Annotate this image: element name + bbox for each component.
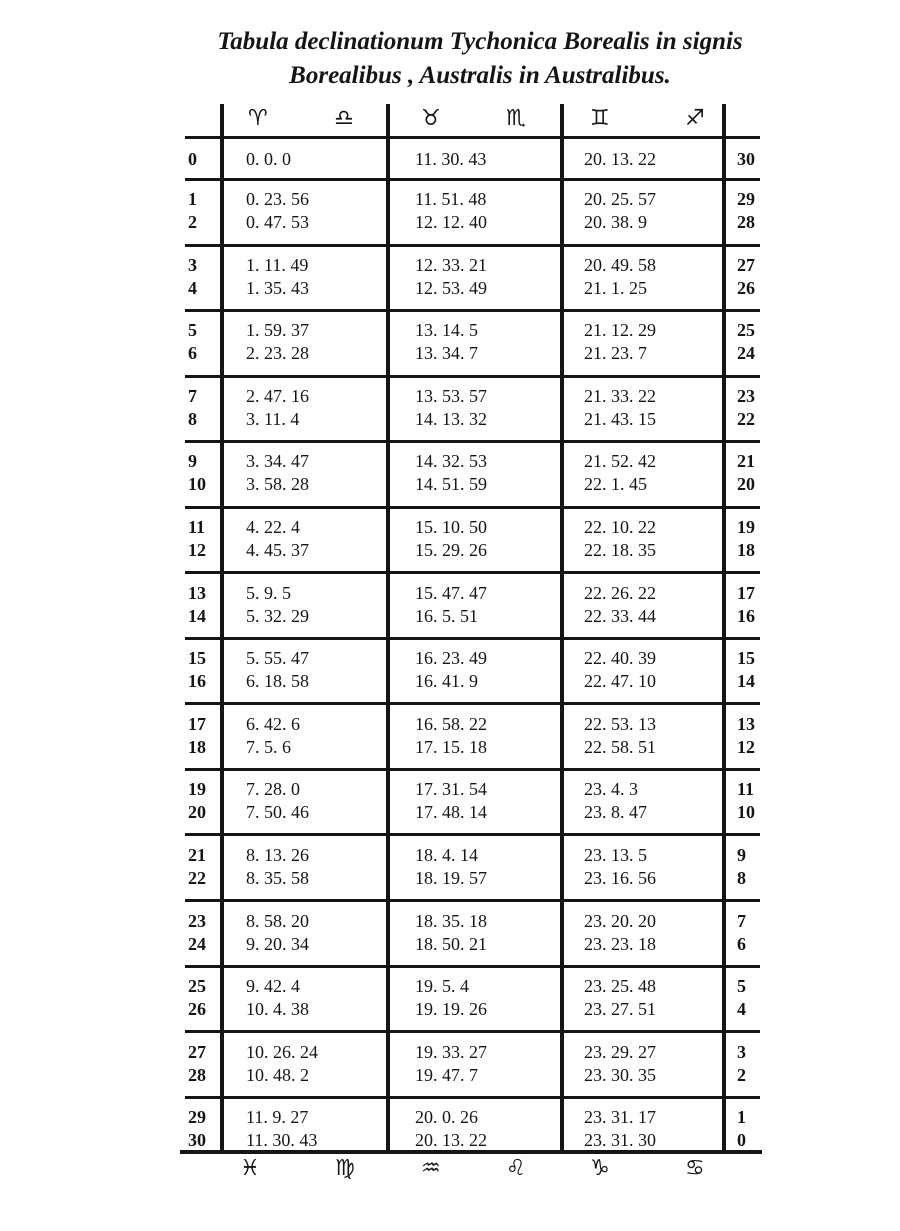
right-degree-number: 9 [737,845,746,865]
declination-value: 22. 40. 39 [584,648,656,668]
declination-value: 12. 33. 21 [415,255,487,275]
right-degree-number: 26 [737,278,755,298]
right-degree-number: 17 [737,583,755,603]
left-degree-number: 10 [188,474,206,494]
declination-value: 7. 50. 46 [246,802,309,822]
right-degree-number: 12 [737,737,755,757]
declination-value: 23. 13. 5 [584,845,647,865]
declination-value: 0. 47. 53 [246,212,309,232]
left-degree-number: 23 [188,911,206,931]
left-degree-number: 17 [188,714,206,734]
gemini-sign-icon: ♊ [590,106,610,131]
right-degree-number: 28 [737,212,755,232]
declination-value: 23. 16. 56 [584,868,656,888]
left-degree-number: 3 [188,255,197,275]
row-group-rule [185,1030,760,1033]
declination-value: 14. 32. 53 [415,451,487,471]
right-degree-number: 18 [737,540,755,560]
right-degree-number: 20 [737,474,755,494]
declination-value: 1. 59. 37 [246,320,309,340]
right-degree-number: 24 [737,343,755,363]
row-group-rule [185,1096,760,1099]
row-group-rule [185,309,760,312]
left-degree-number: 12 [188,540,206,560]
title-line-1: Tabula declinationum Tychonica Borealis in signis [217,28,743,55]
declination-value: 23. 31. 17 [584,1107,656,1127]
declination-value: 22. 18. 35 [584,540,656,560]
declination-value: 9. 20. 34 [246,934,309,954]
right-degree-number: 22 [737,409,755,429]
declination-value: 11. 9. 27 [246,1107,309,1127]
left-degree-number: 5 [188,320,197,340]
row-group-rule [185,375,760,378]
declination-value: 13. 14. 5 [415,320,478,340]
declination-value: 14. 13. 32 [415,409,487,429]
declination-value: 4. 22. 4 [246,517,300,537]
declination-value: 21. 52. 42 [584,451,656,471]
column-divider [722,104,726,1154]
declination-value: 12. 53. 49 [415,278,487,298]
declination-value: 21. 23. 7 [584,343,647,363]
right-degree-number: 7 [737,911,746,931]
left-degree-number: 4 [188,278,197,298]
right-degree-number: 21 [737,451,755,471]
left-degree-number: 20 [188,802,206,822]
declination-value: 20. 49. 58 [584,255,656,275]
declination-value: 20. 13. 22 [415,1130,487,1150]
declination-value: 21. 33. 22 [584,386,656,406]
left-degree-number: 11 [188,517,206,537]
declination-value: 0. 23. 56 [246,189,309,209]
declination-value: 20. 13. 22 [584,149,656,169]
row-group-rule [185,244,760,247]
capricorn-sign-icon: ♑ [590,1156,610,1181]
column-divider [386,104,390,1154]
declination-value: 23. 27. 51 [584,999,656,1019]
left-degree-number: 24 [188,934,206,954]
left-degree-number: 25 [188,976,206,996]
left-degree-number: 22 [188,868,206,888]
left-degree-number: 9 [188,451,197,471]
declination-value: 9. 42. 4 [246,976,300,996]
declination-value: 17. 31. 54 [415,779,487,799]
declination-value: 5. 32. 29 [246,606,309,626]
leo-sign-icon: ♌ [506,1156,526,1181]
pisces-sign-icon: ♓ [240,1156,260,1181]
declination-value: 8. 58. 20 [246,911,309,931]
left-degree-number: 21 [188,845,206,865]
declination-value: 23. 20. 20 [584,911,656,931]
declination-value: 18. 35. 18 [415,911,487,931]
declination-value: 23. 30. 35 [584,1065,656,1085]
declination-value: 15. 47. 47 [415,583,487,603]
left-degree-number: 0 [188,149,197,169]
right-degree-number: 10 [737,802,755,822]
right-degree-number: 29 [737,189,755,209]
declination-value: 21. 12. 29 [584,320,656,340]
declination-value: 17. 48. 14 [415,802,487,822]
declination-value: 11. 30. 43 [246,1130,318,1150]
left-degree-number: 6 [188,343,197,363]
declination-value: 15. 10. 50 [415,517,487,537]
left-degree-number: 18 [188,737,206,757]
declination-value: 22. 1. 45 [584,474,647,494]
row-group-rule [185,899,760,902]
declination-value: 14. 51. 59 [415,474,487,494]
declination-value: 21. 43. 15 [584,409,656,429]
row-group-rule [185,768,760,771]
right-degree-number: 13 [737,714,755,734]
row-group-rule [185,965,760,968]
column-divider [220,104,224,1154]
aquarius-sign-icon: ♒ [421,1156,441,1181]
left-degree-number: 29 [188,1107,206,1127]
right-degree-number: 15 [737,648,755,668]
declination-value: 8. 13. 26 [246,845,309,865]
declination-value: 2. 47. 16 [246,386,309,406]
declination-value: 20. 0. 26 [415,1107,478,1127]
declination-value: 10. 4. 38 [246,999,309,1019]
declination-value: 18. 4. 14 [415,845,478,865]
declination-value: 0. 0. 0 [246,149,291,169]
left-degree-number: 28 [188,1065,206,1085]
right-degree-number: 2 [737,1065,746,1085]
aries-sign-icon: ♈ [248,106,268,131]
left-degree-number: 16 [188,671,206,691]
declination-value: 5. 55. 47 [246,648,309,668]
row-group-rule [185,506,760,509]
left-degree-number: 26 [188,999,206,1019]
declination-value: 16. 41. 9 [415,671,478,691]
declination-value: 20. 25. 57 [584,189,656,209]
declination-value: 2. 23. 28 [246,343,309,363]
left-degree-number: 19 [188,779,206,799]
left-degree-number: 30 [188,1130,206,1150]
declination-value: 7. 28. 0 [246,779,300,799]
declination-value: 23. 31. 30 [584,1130,656,1150]
right-degree-number: 11 [737,779,755,799]
left-degree-number: 27 [188,1042,206,1062]
right-degree-number: 8 [737,868,746,888]
declination-value: 6. 42. 6 [246,714,300,734]
declination-value: 12. 12. 40 [415,212,487,232]
left-degree-number: 7 [188,386,197,406]
row-group-rule [185,833,760,836]
right-degree-number: 5 [737,976,746,996]
right-degree-number: 6 [737,934,746,954]
declination-value: 16. 58. 22 [415,714,487,734]
declination-value: 18. 50. 21 [415,934,487,954]
right-degree-number: 0 [737,1130,746,1150]
declination-value: 11. 51. 48 [415,189,487,209]
row-group-rule [185,571,760,574]
right-degree-number: 30 [737,149,755,169]
declination-value: 22. 53. 13 [584,714,656,734]
left-degree-number: 8 [188,409,197,429]
right-degree-number: 3 [737,1042,746,1062]
declination-value: 3. 34. 47 [246,451,309,471]
declination-value: 10. 48. 2 [246,1065,309,1085]
right-degree-number: 4 [737,999,746,1019]
declination-value: 16. 23. 49 [415,648,487,668]
declination-value: 22. 58. 51 [584,737,656,757]
taurus-sign-icon: ♉ [421,106,441,131]
declination-value: 3. 11. 4 [246,409,300,429]
left-degree-number: 14 [188,606,206,626]
virgo-sign-icon: ♍ [335,1156,355,1181]
declination-value: 18. 19. 57 [415,868,487,888]
declination-value: 7. 5. 6 [246,737,291,757]
row-group-rule [185,702,760,705]
declination-value: 1. 35. 43 [246,278,309,298]
declination-value: 23. 4. 3 [584,779,638,799]
row-group-rule [185,136,760,139]
row-group-rule [185,440,760,443]
right-degree-number: 19 [737,517,755,537]
declination-value: 19. 5. 4 [415,976,469,996]
right-degree-number: 25 [737,320,755,340]
declination-value: 17. 15. 18 [415,737,487,757]
scorpio-sign-icon: ♏ [506,106,526,131]
right-degree-number: 23 [737,386,755,406]
declination-value: 3. 58. 28 [246,474,309,494]
declination-value: 20. 38. 9 [584,212,647,232]
declination-value: 21. 1. 25 [584,278,647,298]
declination-value: 10. 26. 24 [246,1042,318,1062]
libra-sign-icon: ♎ [334,106,354,131]
declination-value: 22. 26. 22 [584,583,656,603]
title-line-2: Borealibus , Australis in Australibus. [289,62,671,89]
right-degree-number: 27 [737,255,755,275]
declination-value: 22. 10. 22 [584,517,656,537]
row-group-rule [185,637,760,640]
declination-value: 19. 47. 7 [415,1065,478,1085]
left-degree-number: 15 [188,648,206,668]
column-divider [560,104,564,1154]
declination-value: 15. 29. 26 [415,540,487,560]
right-degree-number: 14 [737,671,755,691]
declination-value: 13. 34. 7 [415,343,478,363]
right-degree-number: 16 [737,606,755,626]
declination-value: 23. 29. 27 [584,1042,656,1062]
left-degree-number: 13 [188,583,206,603]
declination-value: 19. 19. 26 [415,999,487,1019]
declination-value: 5. 9. 5 [246,583,291,603]
left-degree-number: 2 [188,212,197,232]
left-degree-number: 1 [188,189,197,209]
declination-value: 6. 18. 58 [246,671,309,691]
declination-value: 8. 35. 58 [246,868,309,888]
right-degree-number: 1 [737,1107,746,1127]
declination-value: 22. 33. 44 [584,606,656,626]
declination-value: 4. 45. 37 [246,540,309,560]
declination-value: 23. 25. 48 [584,976,656,996]
declination-value: 1. 11. 49 [246,255,309,275]
row-group-rule [185,178,760,181]
declination-value: 23. 8. 47 [584,802,647,822]
declination-value: 11. 30. 43 [415,149,487,169]
declination-value: 23. 23. 18 [584,934,656,954]
cancer-sign-icon: ♋ [685,1156,705,1181]
declination-value: 22. 47. 10 [584,671,656,691]
sagittarius-sign-icon: ♐ [685,106,705,131]
declination-value: 19. 33. 27 [415,1042,487,1062]
declination-value: 13. 53. 57 [415,386,487,406]
declination-value: 16. 5. 51 [415,606,478,626]
